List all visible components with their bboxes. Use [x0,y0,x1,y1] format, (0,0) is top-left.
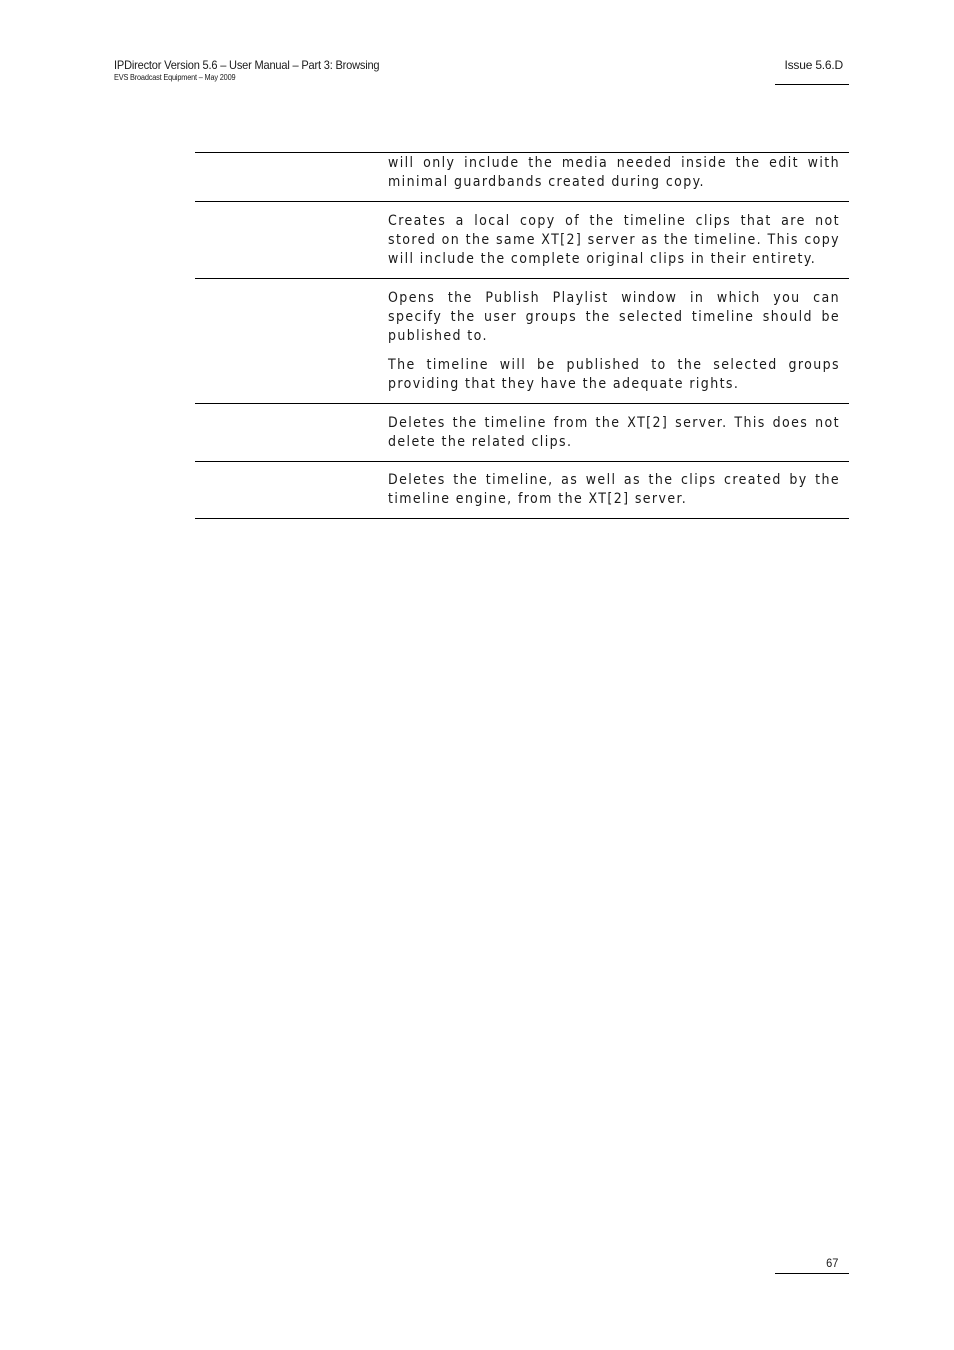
description-paragraph: Creates a local copy of the timeline clips that are not stored on the same XT[2] server as the timeline. This copy will include the complete original clips in their entirety. [388,213,840,267]
table-cell-description [388,153,849,201]
table-row [195,404,849,462]
table-cell-term [195,462,388,518]
table-row [195,153,849,202]
page-header [114,58,402,83]
description-paragraph: will only include the media needed inside the edit with minimal guardbands created during copy. [388,155,840,190]
issue-label: Issue 5.6.D [784,58,843,72]
page-footer [775,1256,849,1274]
page-number: 67 [825,1256,838,1270]
table-row [195,462,849,519]
table-cell-term [195,202,388,278]
issue-block [775,58,849,85]
description-paragraph: Deletes the timeline from the XT[2] server. This does not delete the related clips. [388,415,840,450]
document-subtitle: EVS Broadcast Equipment – May 2009 [114,73,236,82]
description-paragraph: Deletes the timeline, as well as the clips created by the timeline engine, from the XT[2] server. [388,472,840,507]
description-paragraph: The timeline will be published to the selected groups providing that they have the adequate rights. [388,357,840,392]
table-cell-term [195,404,388,461]
table-cell-description [388,462,849,518]
table-cell-term [195,279,388,403]
table-row [195,279,849,404]
description-paragraph: Opens the Publish Playlist window in which you can specify the user groups the selected timeline should be published to. [388,290,840,344]
table-row [195,202,849,279]
table-cell-description [388,279,849,403]
table-cell-description [388,404,849,461]
table-cell-term [195,153,388,201]
document-title: IPDirector Version 5.6 – User Manual – Part 3: Browsing [114,58,380,72]
description-table [195,152,849,519]
table-cell-description [388,202,849,278]
